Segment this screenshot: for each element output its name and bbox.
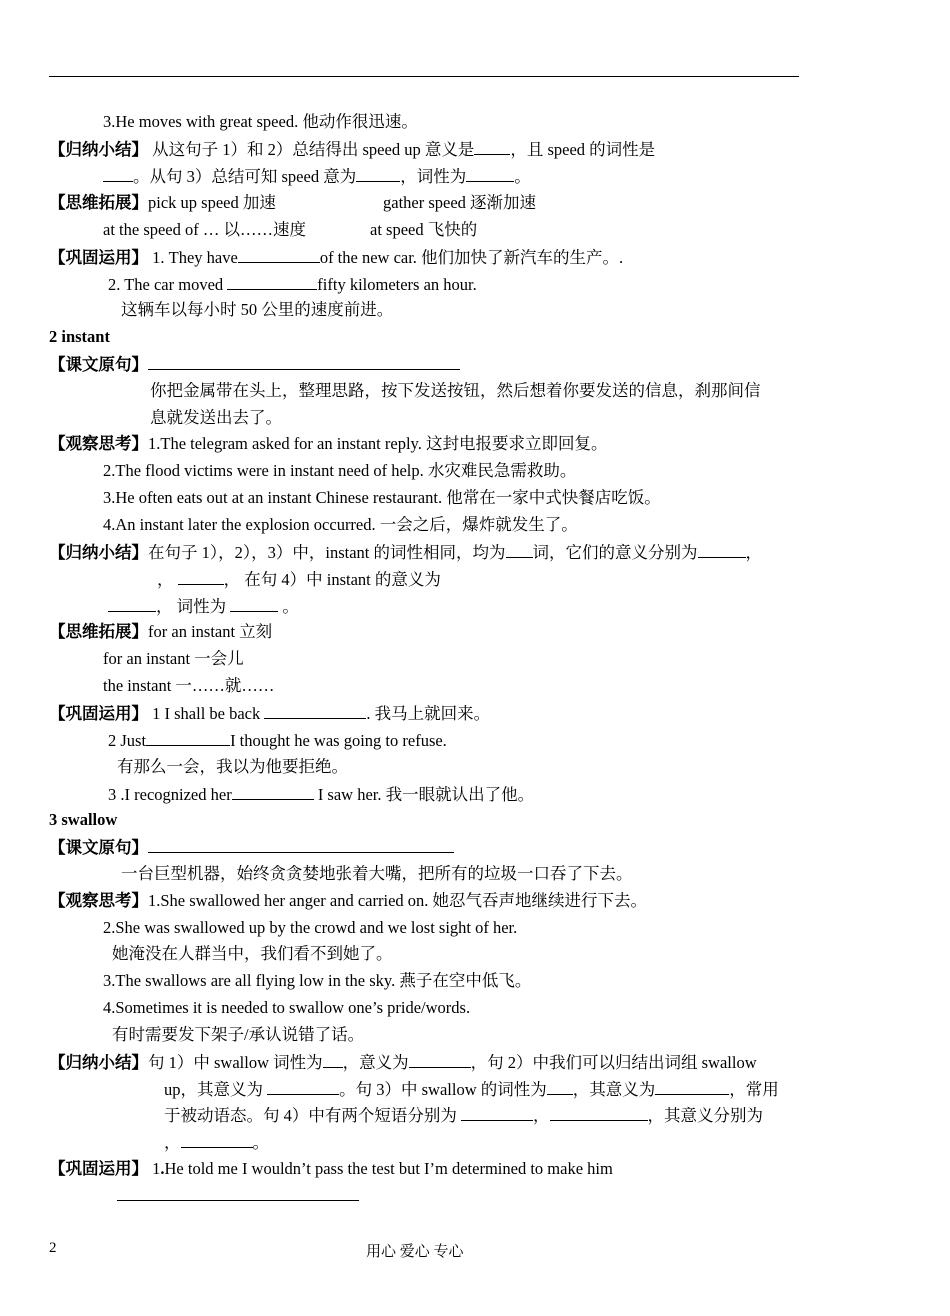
- text-line: 【思维拓展】for an instant 立刻: [49, 622, 273, 641]
- text-line: 【归纳小结】在句子 1），2），3）中，instant 的词性相同，均为 词，它们的意义分别为 ，: [49, 543, 762, 562]
- blank-field[interactable]: [550, 1105, 648, 1121]
- section-label: 【归纳小结】: [49, 1053, 148, 1072]
- blank-field[interactable]: [178, 569, 224, 585]
- section-label: 【巩固运用】: [49, 248, 148, 267]
- text-line: 她淹没在人群当中，我们看不到她了。: [112, 944, 393, 963]
- blank-field[interactable]: [146, 730, 230, 746]
- section-label: 【思维拓展】: [49, 193, 148, 212]
- section-label: 【课文原句】: [49, 355, 148, 374]
- text-line: 一台巨型机器，始终贪贪婪地张着大嘴，把所有的垃圾一口吞了下去。: [121, 864, 633, 883]
- blank-field[interactable]: [148, 354, 460, 370]
- footer-motto: 用心 爱心 专心: [366, 1244, 464, 1260]
- section-heading: 3 swallow: [49, 810, 118, 829]
- blank-field[interactable]: [227, 274, 317, 290]
- text-line: 你把金属带在头上，整理思路，按下发送按钮，然后想着你要发送的信息，刹那间信: [150, 381, 761, 400]
- blank-field[interactable]: [466, 166, 514, 182]
- blank-field[interactable]: [547, 1079, 573, 1095]
- text-line: ， ， 在句 4）中 instant 的意义为: [157, 570, 441, 589]
- section-label: 【观察思考】: [49, 891, 148, 910]
- section-label: 【观察思考】: [49, 434, 148, 453]
- blank-field[interactable]: [698, 542, 746, 558]
- page-number: 2: [49, 1240, 57, 1256]
- blank-field[interactable]: [230, 596, 278, 612]
- text-line: up，其意义为 。句 3）中 swallow 的词性为 ，其意义为 ，常用: [164, 1080, 779, 1099]
- section-label: 【归纳小结】: [49, 543, 148, 562]
- text-line: ， 词性为 。: [108, 596, 299, 617]
- section-label: 【思维拓展】: [49, 622, 148, 641]
- section-label: 【课文原句】: [49, 838, 148, 857]
- text-line: 【巩固运用】 1. They have of the new car. 他们加快了新汽车的生产。.: [49, 248, 624, 267]
- text-line: 3.He often eats out at an instant Chinese restaurant. 他常在一家中式快餐店吃饭。: [103, 488, 661, 507]
- text-line: [49, 354, 460, 375]
- text-line: at speed 飞快的: [370, 220, 478, 239]
- text-line: 2.She was swallowed up by the crowd and we lost sight of her.: [103, 918, 518, 937]
- text-line: 3 .I recognized her I saw her. 我一眼就认出了他。: [108, 785, 535, 804]
- text-line: 2.The flood victims were in instant need of help. 水灾难民急需救助。: [103, 461, 577, 480]
- blank-field[interactable]: [474, 139, 510, 155]
- section-label: 【巩固运用】: [49, 704, 148, 723]
- text-line: 息就发送出去了。: [150, 408, 282, 427]
- blank-field[interactable]: [238, 247, 320, 263]
- text-line: 4.An instant later the explosion occurred. 一会之后，爆炸就发生了。: [103, 515, 578, 534]
- text-line: 【观察思考】1.She swallowed her anger and carried on. 她忍气吞声地继续进行下去。: [49, 891, 648, 910]
- text-line: at the speed of … 以……速度: [103, 220, 307, 239]
- text-line: 2 Just I thought he was going to refuse.: [108, 731, 447, 750]
- section-heading: 2 instant: [49, 327, 110, 346]
- text-line: 于被动语态。句 4）中有两个短语分别为 ， ，其意义分别为: [164, 1106, 763, 1125]
- text-line: 4.Sometimes it is needed to swallow one’s pride/words.: [103, 998, 471, 1017]
- text-line: 3.The swallows are all flying low in the sky. 燕子在空中低飞。: [103, 971, 532, 990]
- text-line: [49, 837, 454, 858]
- text-line: 【归纳小结】 从这句子 1）和 2）总结得出 speed up 意义是 ，且 speed 的词性是: [49, 140, 656, 159]
- text-line: 。从句 3）总结可知 speed 意为 ，词性为 。: [103, 166, 531, 187]
- blank-field[interactable]: [232, 784, 314, 800]
- blank-field[interactable]: [148, 837, 454, 853]
- text-line: 3.He moves with great speed. 他动作很迅速。: [103, 112, 418, 131]
- blank-field[interactable]: [506, 542, 533, 558]
- blank-field[interactable]: [103, 166, 133, 182]
- text-line: for an instant 一会儿: [103, 649, 244, 668]
- text-line: 有时需要发下架子/承认说错了话。: [112, 1025, 365, 1044]
- text-line: 2. The car moved fifty kilometers an hour.: [108, 275, 477, 294]
- section-label: 【巩固运用】: [49, 1159, 148, 1178]
- blank-field[interactable]: [264, 703, 366, 719]
- text-line: 有那么一会，我以为他要拒绝。: [117, 757, 348, 776]
- text-line: 【归纳小结】句 1）中 swallow 词性为 ，意义为 ，句 2）中我们可以归结出词组 swallow: [49, 1053, 757, 1072]
- text-line: 【巩固运用】 1.He told me I wouldn’t pass the test but I’m determined to make him: [49, 1159, 613, 1178]
- text-line: ， 。: [164, 1133, 269, 1152]
- blank-field[interactable]: [356, 166, 400, 182]
- blank-field[interactable]: [267, 1079, 339, 1095]
- text-line: 【思维拓展】pick up speed 加速: [49, 193, 276, 212]
- blank-field[interactable]: [181, 1132, 253, 1148]
- text-line: the instant 一……就……: [103, 676, 275, 695]
- blank-field[interactable]: [409, 1052, 471, 1068]
- text-line: 这辆车以每小时 50 公里的速度前进。: [121, 300, 394, 319]
- blank-field[interactable]: [323, 1052, 343, 1068]
- text-line: 【观察思考】1.The telegram asked for an instant reply. 这封电报要求立即回复。: [49, 434, 608, 453]
- section-label: 【归纳小结】: [49, 140, 148, 159]
- blank-field[interactable]: [108, 596, 156, 612]
- blank-field[interactable]: [117, 1185, 359, 1201]
- text-line: gather speed 逐渐加速: [383, 193, 537, 212]
- text-line: [117, 1185, 359, 1206]
- text-line: 【巩固运用】 1 I shall be back . 我马上就回来。: [49, 704, 491, 723]
- blank-field[interactable]: [461, 1105, 533, 1121]
- blank-field[interactable]: [655, 1079, 729, 1095]
- header-rule: [49, 76, 799, 77]
